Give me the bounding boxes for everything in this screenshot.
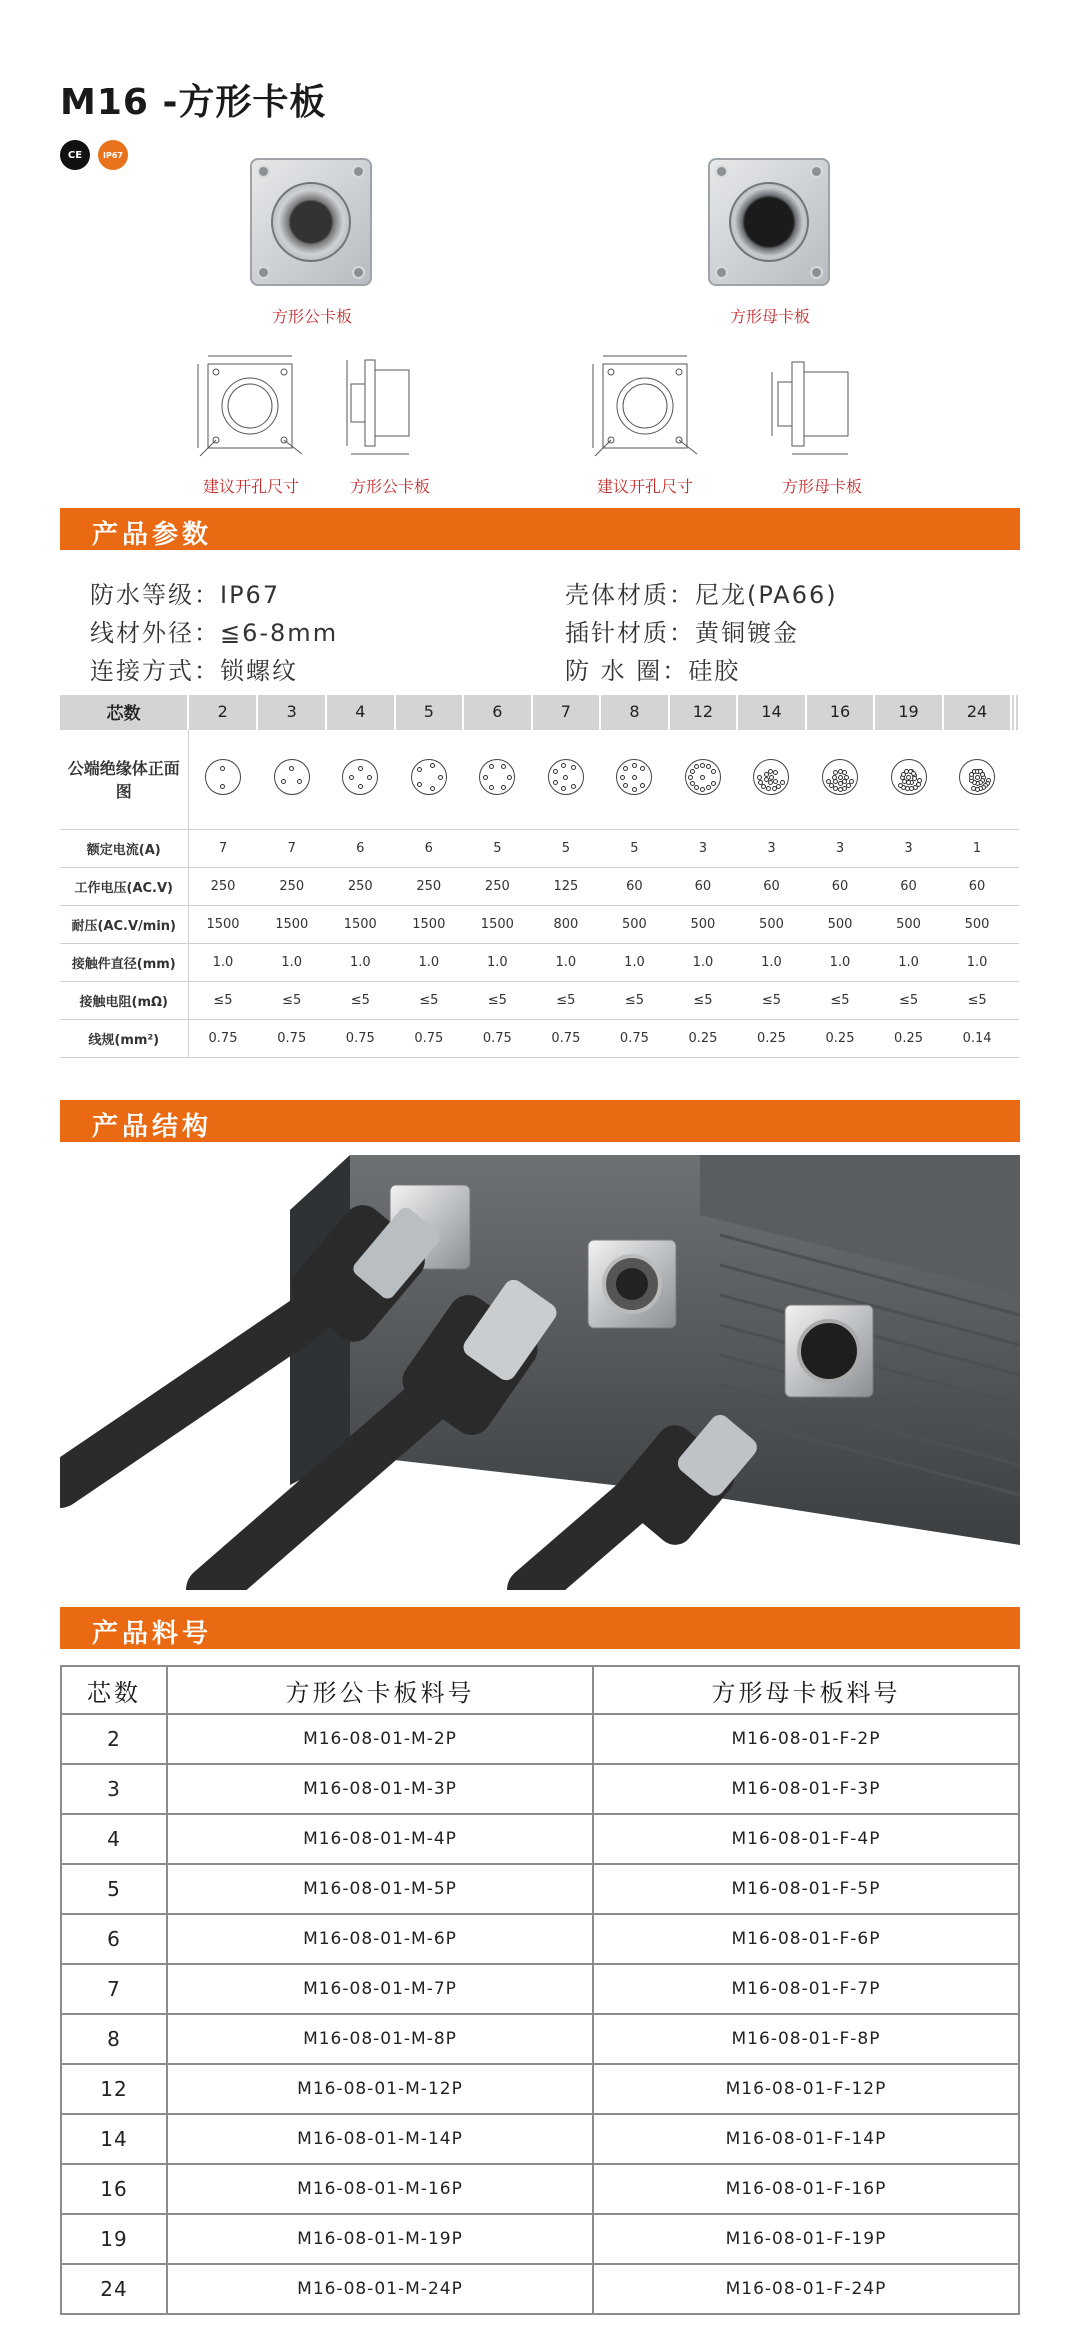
- right-side-label: 方形母卡板: [781, 477, 862, 496]
- pin-layout-cell: [326, 729, 395, 829]
- spec-row: [60, 867, 1019, 905]
- pin-layout-icon: [274, 759, 310, 795]
- spec-table: [60, 695, 1020, 1058]
- spec-value: 1.0: [874, 943, 943, 981]
- female-part-number: M16-08-01-F-24P: [593, 2264, 1019, 2314]
- female-part-number: M16-08-01-F-6P: [593, 1914, 1019, 1964]
- spec-value: 250: [395, 867, 464, 905]
- pin-layout-cell: [395, 729, 464, 829]
- spec-header-row: [60, 695, 1019, 729]
- parts-core-count: 7: [61, 1964, 167, 2014]
- parts-core-count: 8: [61, 2014, 167, 2064]
- spec-value: 5: [463, 829, 532, 867]
- section-bar-params: [60, 508, 1020, 550]
- spec-value: 0.75: [326, 1019, 395, 1057]
- spec-value: 7: [257, 829, 326, 867]
- spec-value: 60: [669, 867, 738, 905]
- spec-value: ≤5: [669, 981, 738, 1019]
- spec-row: [60, 981, 1019, 1019]
- spec-empty-cell: [1015, 943, 1019, 981]
- female-part-number: M16-08-01-F-16P: [593, 2164, 1019, 2214]
- female-part-number: M16-08-01-F-4P: [593, 1814, 1019, 1864]
- spec-value: 0.25: [669, 1019, 738, 1057]
- parts-row: [61, 2064, 1019, 2114]
- female-part-number: M16-08-01-F-19P: [593, 2214, 1019, 2264]
- male-part-number: M16-08-01-M-4P: [167, 1814, 593, 1864]
- section-bar-structure: [60, 1100, 1020, 1142]
- spec-empty-cell: [1015, 729, 1019, 829]
- spec-value: ≤5: [326, 981, 395, 1019]
- spec-value: 1.0: [600, 943, 669, 981]
- pin-layout-cell: [600, 729, 669, 829]
- spec-value: 0.14: [943, 1019, 1012, 1057]
- parts-core-count: 12: [61, 2064, 167, 2114]
- pin-layout-icon: [342, 759, 378, 795]
- pin-layout-icon: [205, 759, 241, 795]
- spec-value: ≤5: [806, 981, 875, 1019]
- male-panel-image: [250, 158, 372, 286]
- spec-value: 125: [532, 867, 601, 905]
- spec-value: 6: [395, 829, 464, 867]
- male-part-number: M16-08-01-M-8P: [167, 2014, 593, 2064]
- parts-row: [61, 1864, 1019, 1914]
- pin-layout-cell: [532, 729, 601, 829]
- spec-value: 250: [463, 867, 532, 905]
- male-part-number: M16-08-01-M-24P: [167, 2264, 593, 2314]
- spec-value: 0.75: [395, 1019, 464, 1057]
- female-part-number: M16-08-01-F-2P: [593, 1714, 1019, 1764]
- spec-value: ≤5: [532, 981, 601, 1019]
- spec-value: 3: [806, 829, 875, 867]
- spec-value: ≤5: [943, 981, 1012, 1019]
- spec-value: 60: [600, 867, 669, 905]
- spec-value: 1.0: [463, 943, 532, 981]
- spec-value: ≤5: [737, 981, 806, 1019]
- spec-row-label: 额定电流(A): [60, 829, 188, 867]
- parts-core-count: 24: [61, 2264, 167, 2314]
- spec-value: 250: [257, 867, 326, 905]
- spec-core-count: 8: [600, 695, 669, 729]
- spec-value: 1.0: [943, 943, 1012, 981]
- spec-value: 500: [806, 905, 875, 943]
- spec-value: 60: [737, 867, 806, 905]
- spec-empty-cell: [1015, 905, 1019, 943]
- pin-layout-icon: [479, 759, 515, 795]
- pin-layout-icon: [753, 759, 789, 795]
- spec-empty-cell: [1015, 981, 1019, 1019]
- spec-value: 1.0: [326, 943, 395, 981]
- pin-layout-cell: [188, 729, 257, 829]
- spec-row: [60, 1019, 1019, 1057]
- spec-value: ≤5: [188, 981, 257, 1019]
- spec-row: [60, 943, 1019, 981]
- spec-value: 500: [669, 905, 738, 943]
- spec-empty-cell: [1015, 867, 1019, 905]
- spec-value: 1500: [188, 905, 257, 943]
- spec-value: ≤5: [257, 981, 326, 1019]
- spec-empty-cell: [1015, 1019, 1019, 1057]
- parts-header-row: [61, 1666, 1019, 1714]
- pin-layout-icon: [548, 759, 584, 795]
- parts-core-count: 14: [61, 2114, 167, 2164]
- section-title-parts: 产品料号: [92, 1619, 213, 1649]
- spec-row-label: 耐压(AC.V/min): [60, 905, 188, 943]
- parts-core-count: 19: [61, 2214, 167, 2264]
- female-part-number: M16-08-01-F-7P: [593, 1964, 1019, 2014]
- spec-value: ≤5: [463, 981, 532, 1019]
- right-hole-label: 建议开孔尺寸: [596, 477, 693, 496]
- parts-core-count: 3: [61, 1764, 167, 1814]
- spec-value: 1.0: [806, 943, 875, 981]
- spec-value: 5: [532, 829, 601, 867]
- spec-value: 1.0: [257, 943, 326, 981]
- male-part-number: M16-08-01-M-19P: [167, 2214, 593, 2264]
- section-bar-parts: [60, 1607, 1020, 1649]
- male-part-number: M16-08-01-M-7P: [167, 1964, 593, 2014]
- parts-core-count: 4: [61, 1814, 167, 1864]
- parts-row: [61, 1714, 1019, 1764]
- structure-photo: [60, 1155, 1020, 1590]
- param-pin-material: 插针材质：黄铜镀金: [565, 619, 799, 647]
- spec-core-count: 2: [188, 695, 257, 729]
- spec-value: 500: [943, 905, 1012, 943]
- pin-layout-icon: [959, 759, 995, 795]
- male-part-number: M16-08-01-M-2P: [167, 1714, 593, 1764]
- parts-header-cell: 方形公卡板料号: [167, 1666, 593, 1714]
- parts-core-count: 16: [61, 2164, 167, 2214]
- spec-value: 0.75: [188, 1019, 257, 1057]
- female-part-number: M16-08-01-F-12P: [593, 2064, 1019, 2114]
- spec-value: 1500: [326, 905, 395, 943]
- parts-row: [61, 1814, 1019, 1864]
- spec-row: [60, 829, 1019, 867]
- spec-row-label: 接触电阻(mΩ): [60, 981, 188, 1019]
- spec-core-count: 4: [326, 695, 395, 729]
- female-part-number: M16-08-01-F-8P: [593, 2014, 1019, 2064]
- spec-value: 3: [737, 829, 806, 867]
- pin-layout-cell: [737, 729, 806, 829]
- left-hole-drawing: [190, 350, 310, 460]
- spec-value: 0.75: [463, 1019, 532, 1057]
- spec-value: ≤5: [600, 981, 669, 1019]
- male-part-number: M16-08-01-M-3P: [167, 1764, 593, 1814]
- spec-core-count: 3: [257, 695, 326, 729]
- left-side-label: 方形公卡板: [349, 477, 430, 496]
- spec-value: 1500: [257, 905, 326, 943]
- spec-value: 60: [943, 867, 1012, 905]
- spec-value: ≤5: [395, 981, 464, 1019]
- spec-empty-cell: [1015, 695, 1019, 729]
- pin-layout-icon: [411, 759, 447, 795]
- page-title: M16 -方形卡板: [60, 82, 327, 123]
- param-waterproof: 防水等级：IP67: [90, 581, 281, 609]
- spec-value: 1500: [395, 905, 464, 943]
- left-hole-label: 建议开孔尺寸: [202, 477, 299, 496]
- spec-value: 1500: [463, 905, 532, 943]
- parts-core-count: 6: [61, 1914, 167, 1964]
- spec-core-count: 19: [874, 695, 943, 729]
- spec-core-count: 14: [737, 695, 806, 729]
- left-side-drawing: [345, 350, 425, 460]
- male-panel-label: 方形公卡板: [271, 307, 352, 326]
- ce-mark-icon: CE: [60, 140, 90, 170]
- spec-value: 0.75: [600, 1019, 669, 1057]
- spec-diagram-label: 公端绝缘体正面图: [60, 729, 188, 829]
- spec-value: 0.75: [257, 1019, 326, 1057]
- spec-core-count: 5: [395, 695, 464, 729]
- spec-value: 7: [188, 829, 257, 867]
- right-hole-drawing: [585, 350, 705, 460]
- parts-core-count: 2: [61, 1714, 167, 1764]
- spec-value: 1.0: [188, 943, 257, 981]
- param-connection: 连接方式：锁螺纹: [90, 657, 298, 685]
- spec-value: ≤5: [874, 981, 943, 1019]
- male-part-number: M16-08-01-M-12P: [167, 2064, 593, 2114]
- parts-row: [61, 2114, 1019, 2164]
- spec-row: [60, 905, 1019, 943]
- parts-header-cell: 芯数: [61, 1666, 167, 1714]
- male-part-number: M16-08-01-M-6P: [167, 1914, 593, 1964]
- spec-value: 250: [326, 867, 395, 905]
- male-part-number: M16-08-01-M-14P: [167, 2114, 593, 2164]
- param-cable-diameter: 线材外径：≦6-8mm: [90, 619, 339, 647]
- parts-row: [61, 2214, 1019, 2264]
- spec-value: 1.0: [669, 943, 738, 981]
- spec-core-count: 12: [669, 695, 738, 729]
- param-shell-material: 壳体材质：尼龙(PA66): [565, 581, 838, 609]
- spec-value: 1: [943, 829, 1012, 867]
- spec-value: 500: [737, 905, 806, 943]
- spec-empty-cell: [1015, 829, 1019, 867]
- spec-value: 0.75: [532, 1019, 601, 1057]
- pin-layout-cell: [943, 729, 1012, 829]
- spec-value: 0.25: [874, 1019, 943, 1057]
- female-panel-label: 方形母卡板: [729, 307, 810, 326]
- parts-header-cell: 方形母卡板料号: [593, 1666, 1019, 1714]
- spec-value: 5: [600, 829, 669, 867]
- ip67-badge-icon: IP67: [98, 140, 128, 170]
- spec-core-count: 7: [532, 695, 601, 729]
- pin-layout-icon: [685, 759, 721, 795]
- section-title-structure: 产品结构: [92, 1112, 213, 1142]
- parts-row: [61, 2014, 1019, 2064]
- parts-row: [61, 2164, 1019, 2214]
- spec-value: 800: [532, 905, 601, 943]
- spec-value: 250: [188, 867, 257, 905]
- pin-layout-cell: [669, 729, 738, 829]
- pin-layout-icon: [891, 759, 927, 795]
- female-part-number: M16-08-01-F-3P: [593, 1764, 1019, 1814]
- male-part-number: M16-08-01-M-5P: [167, 1864, 593, 1914]
- spec-value: 0.25: [737, 1019, 806, 1057]
- spec-value: 60: [806, 867, 875, 905]
- pin-layout-cell: [257, 729, 326, 829]
- spec-value: 500: [874, 905, 943, 943]
- spec-value: 3: [669, 829, 738, 867]
- parts-row: [61, 1764, 1019, 1814]
- parts-row: [61, 2264, 1019, 2314]
- female-part-number: M16-08-01-F-5P: [593, 1864, 1019, 1914]
- param-seal: 防 水 圈：硅胶: [565, 657, 741, 685]
- spec-core-count: 6: [463, 695, 532, 729]
- spec-header-label: 芯数: [60, 695, 188, 729]
- pin-layout-cell: [874, 729, 943, 829]
- spec-core-count: 16: [806, 695, 875, 729]
- spec-row-label: 线规(mm²): [60, 1019, 188, 1057]
- spec-value: 6: [326, 829, 395, 867]
- spec-core-count: 24: [943, 695, 1012, 729]
- spec-diagram-row: [60, 729, 1019, 829]
- pin-layout-cell: [463, 729, 532, 829]
- parts-row: [61, 1964, 1019, 2014]
- spec-row-label: 接触件直径(mm): [60, 943, 188, 981]
- right-side-drawing: [770, 350, 880, 460]
- male-part-number: M16-08-01-M-16P: [167, 2164, 593, 2214]
- pin-layout-icon: [822, 759, 858, 795]
- parts-table: [60, 1665, 1020, 2315]
- pin-layout-icon: [616, 759, 652, 795]
- female-panel-image: [708, 158, 830, 286]
- parts-row: [61, 1914, 1019, 1964]
- spec-value: 3: [874, 829, 943, 867]
- parts-core-count: 5: [61, 1864, 167, 1914]
- spec-value: 500: [600, 905, 669, 943]
- spec-value: 60: [874, 867, 943, 905]
- spec-value: 1.0: [395, 943, 464, 981]
- female-part-number: M16-08-01-F-14P: [593, 2114, 1019, 2164]
- spec-value: 0.25: [806, 1019, 875, 1057]
- pin-layout-cell: [806, 729, 875, 829]
- spec-row-label: 工作电压(AC.V): [60, 867, 188, 905]
- section-title-params: 产品参数: [92, 520, 213, 550]
- spec-value: 1.0: [532, 943, 601, 981]
- spec-value: 1.0: [737, 943, 806, 981]
